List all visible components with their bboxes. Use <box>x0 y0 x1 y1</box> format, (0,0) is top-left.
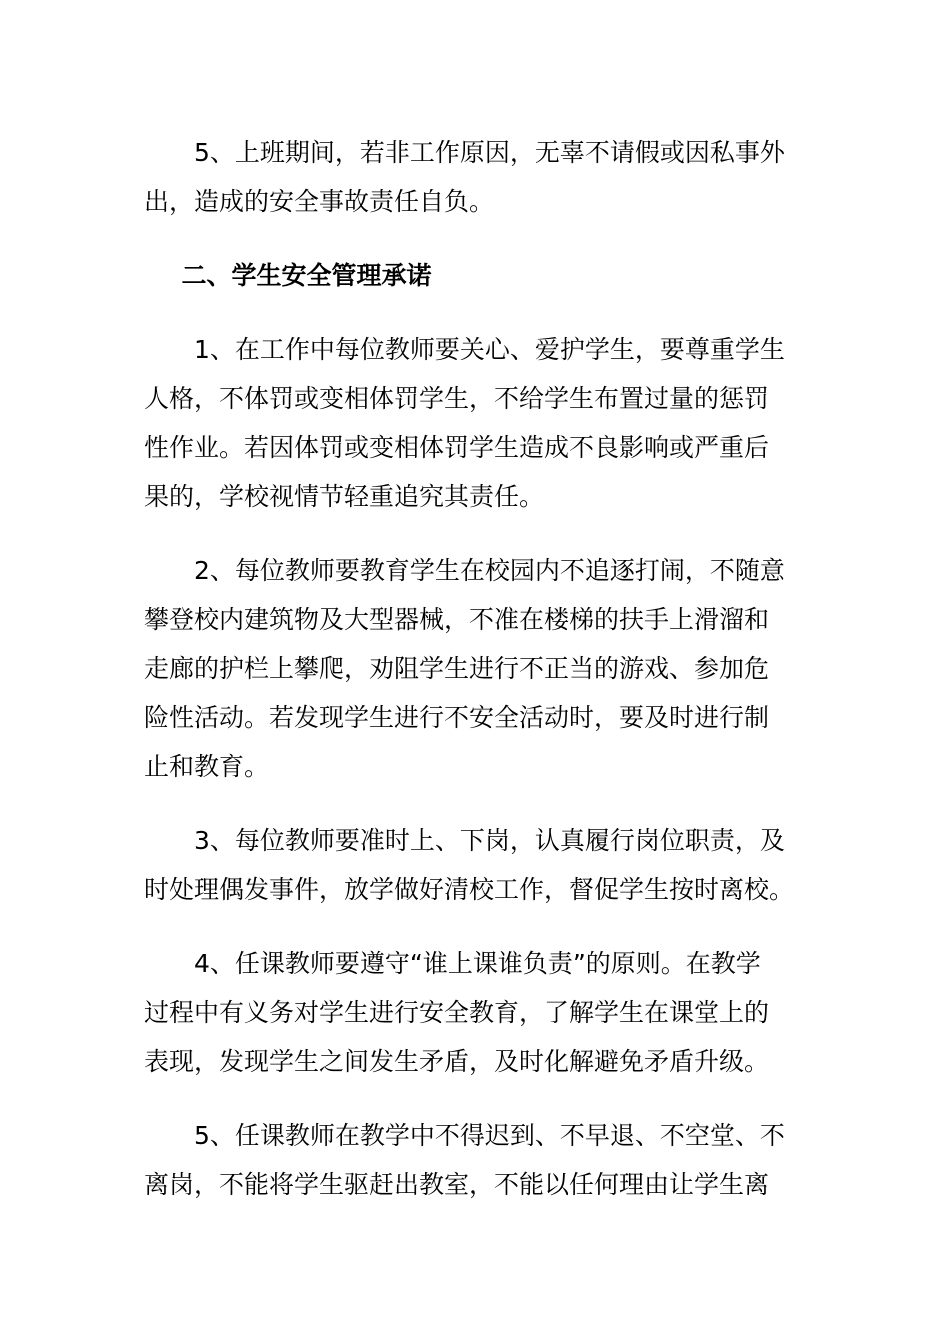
paragraph-item-5-attendance <box>144 1111 804 1209</box>
text-line: 走廊的护栏上攀爬，劝阻学生进行不正当的游戏、参加危 <box>144 654 770 683</box>
text-line: 人格，不体罚或变相体罚学生，不给学生布置过量的惩罚 <box>144 384 770 413</box>
paragraph-item-5-off-duty <box>144 128 804 226</box>
text-line: 表现，发现学生之间发生矛盾，及时化解避免矛盾升级。 <box>144 1047 770 1076</box>
document-page <box>144 128 804 1234</box>
paragraph-item-1-respect-students <box>144 325 804 521</box>
text-line: 离岗，不能将学生驱赶出教室，不能以任何理由让学生离 <box>144 1170 770 1199</box>
section-heading: 二、学生安全管理承诺 <box>181 261 432 290</box>
text-line: 4、任课教师要遵守“谁上课谁负责”的原则。在教学 <box>194 949 761 978</box>
text-line: 过程中有义务对学生进行安全教育，了解学生在课堂上的 <box>144 998 770 1027</box>
paragraph-item-4-responsibility <box>144 939 804 1086</box>
text-line: 5、任课教师在教学中不得迟到、不早退、不空堂、不 <box>194 1121 785 1150</box>
text-line: 攀登校内建筑物及大型器械，不准在楼梯的扶手上滑溜和 <box>144 605 770 634</box>
text-line: 险性活动。若发现学生进行不安全活动时，要及时进行制 <box>144 703 770 732</box>
text-line: 出，造成的安全事故责任自负。 <box>144 187 495 216</box>
text-line: 时处理偶发事件，放学做好清校工作，督促学生按时离校。 <box>144 875 795 904</box>
paragraph-item-2-campus-safety <box>144 546 804 791</box>
text-line: 1、在工作中每位教师要关心、爱护学生，要尊重学生 <box>194 335 785 364</box>
text-line: 性作业。若因体罚或变相体罚学生造成不良影响或严重后 <box>144 433 770 462</box>
text-line: 止和教育。 <box>144 752 270 781</box>
text-line: 5、上班期间，若非工作原因，无辜不请假或因私事外 <box>194 138 785 167</box>
paragraph-item-3-duty <box>144 816 804 914</box>
text-line: 2、每位教师要教育学生在校园内不追逐打闹，不随意 <box>194 556 785 585</box>
text-line: 果的，学校视情节轻重追究其责任。 <box>144 482 545 511</box>
text-line: 3、每位教师要准时上、下岗，认真履行岗位职责，及 <box>194 826 785 855</box>
